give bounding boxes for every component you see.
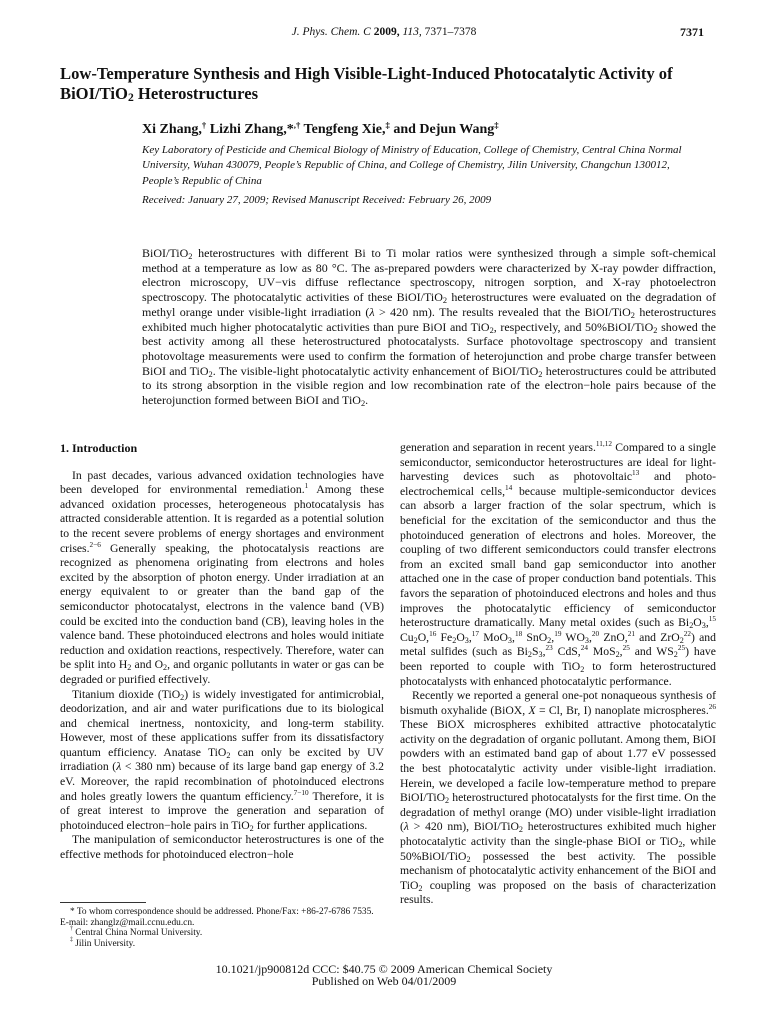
paragraph: The manipulation of semiconductor heterostructures is one of the effective methods for photoinduced electron−hole <box>60 833 384 862</box>
doi-line: 10.1021/jp900812d CCC: $40.75 © 2009 American Chemical Society <box>215 962 553 976</box>
affiliation: Key Laboratory of Pesticide and Chemical Biology of Ministry of Education, College of Chemistry, Central China Normal University, Wuhan 430079, People’s Republic of China, and College of Chemistry, Jilin University, Changchun 130012, People’s Republic of China <box>142 144 682 187</box>
running-header <box>0 26 768 38</box>
page-footer <box>0 963 768 987</box>
page-number: 7371 <box>680 25 704 39</box>
journal-volume: 113, <box>402 26 422 38</box>
section-heading: 1. Introduction <box>60 441 138 455</box>
footnote-correspondence: * To whom correspondence should be addressed. Phone/Fax: +86-27-6786 7535. E-mail: zhanglz@mail.ccnu.edu.cn. <box>60 907 374 928</box>
footnote-affiliation-2: ‡ Jilin University. <box>70 936 136 949</box>
footnote-affiliation-1: † Central China Normal University. <box>70 926 203 939</box>
paragraph: Recently we reported a general one-pot nonaqueous synthesis of bismuth oxyhalide (BiOX, X = Cl, Br, I) nanoplate microspheres.$^{26}$ These BiOX microspheres exhibited attractive photocatalytic activity on the degradation of organic pollutant. Among them, BiOI powders with an estimated band gap of about 1.77 eV possessed the best photocatalytic activity under visible-light irradiation. Herein, we developed a facile low-temperature method to prepare BiOI/TiO$_2$ heterostructured photocatalysts for the first time. On the degradation of methyl orange (MO) under visible-light irradiation (λ > 420 nm), BiOI/TiO$_2$ heterostructures exhibited much higher photocatalytic activity than the single-phase BiOI or TiO$_2$, while 50%BiOI/TiO$_2$ possessed the best activity. The possible mechanism of photocatalytic activity enhancement of the BiOI and TiO$_2$ coupling was proposed on the basis of characterization results. <box>400 689 716 907</box>
left-column <box>60 441 384 863</box>
journal-pages: 7371–7378 <box>424 26 477 38</box>
author-list: Xi Zhang,† Lizhi Zhang,*,† Tengfeng Xie,‡ and Dejun Wang‡ <box>142 120 499 137</box>
footnote-divider <box>60 902 146 903</box>
right-column <box>400 441 716 908</box>
paragraph: Titanium dioxide (TiO$_2$) is widely investigated for antimicrobial, deodorization, and air and water purifications due to its biological and chemical inertness, nontoxicity, and long-term stability. However, most of these applications suffer from its dissatisfactory quantum efficiency. Anatase TiO$_2$ can only be excited by UV irradiation (λ < 380 nm) because of its large band gap energy of 3.2 eV. Moreover, the rapid recombination of photoinduced electrons and holes greatly lowers the quantum efficiency.$^{7-10}$ Therefore, it is of great interest to improve the generation and separation of photoinduced electron−hole pairs in TiO$_2$ for further applications. <box>60 687 384 833</box>
footnotes <box>60 907 384 949</box>
published-line: Published on Web 04/01/2009 <box>311 974 457 988</box>
paragraph: generation and separation in recent years.$^{11,12}$ Compared to a single semiconductor, semiconductor heterostructures are ideal for light-harvesting devices such as photovoltaic$^{13}$ and photo-electrochemical cells,$^{14}$ because multiple-semiconductor devices can absorb a larger fraction of the solar spectrum, which is beneficial for the excitation of the semiconductor and thus the photoinduced generation of electrons and holes. Moreover, the coupling of two different semiconductors could transfer electrons from an excited small band gap semiconductor into another attached one in the case of proper conduction band potentials. This favors the separation of photoinduced electrons and holes and thus improves the photocatalytic efficiency of semiconductor heterostructure dramatically. Many metal oxides (such as $Bi_2O_3,^{15}$ $Cu_2O,^{16}$ $Fe_2O_3,^{17}$ MoO$_3$,$^{18}$ SnO$_2$,$^{19}$ $WO_3,^{20}$ ZnO,$^{21}$ and ZrO$_2^{22}$) and metal sulfides (such as $Bi_2S_3,^{23}$ CdS,$^{24}$ MoS$_2$,$^{25}$ and $WS_2^{25}$) have been reported to couple with TiO$_2$ to form heterostructured photocatalysts with enhanced photocatalytic performance. <box>400 440 716 688</box>
paragraph: In past decades, various advanced oxidation technologies have been developed for environmental remediation.$^1$ Among these advanced oxidation processes, heterogeneous photocatalysis has attracted considerable attention. It is regarded as a potential solution to the recent severe problems of energy shortages and environment crises.$^{2-6}$ Generally speaking, the photocatalysis reactions are recognized as phenomena originating from electrons and holes excited by the absorption of photon energy. Under irradiation at an energy equivalent to or greater than the band gap of the semiconductor photocatalyst, electrons in the valence band (VB) could be excited into the conduction band (CB), leaving holes in the valence band. These photoinduced electrons and holes would initiate reduction and oxidation reactions, respectively. Therefore, water can be split into $H_2$ and $O_2$, and organic pollutants in water or gas can be degraded or purified effectively. <box>60 468 385 686</box>
article-title: Low-Temperature Synthesis and High Visible-Light-Induced Photocatalytic Activity of BiOI/TiO$_2$ Heterostructures <box>60 64 673 104</box>
received-dates: Received: January 27, 2009; Revised Manuscript Received: February 26, 2009 <box>142 194 492 206</box>
journal-name: J. Phys. Chem. C <box>291 26 371 38</box>
journal-year: 2009, <box>373 26 400 38</box>
abstract: BiOI/TiO$_2$ heterostructures with different Bi to Ti molar ratios were synthesized through a simple soft-chemical method at a temperature as low as 80 °C. The as-prepared powders were characterized by X-ray powder diffraction, electron microscopy, UV−vis diffuse reflectance spectroscopy, nitrogen sorption, and X-ray photoelectron spectroscopy. The photocatalytic activities of these BiOI/TiO$_2$ heterostructures were evaluated on the degradation of methyl orange under visible-light irradiation (λ > 420 nm). The results revealed that the BiOI/TiO$_2$ heterostructures exhibited much higher photocatalytic activities than pure BiOI and TiO$_2$, respectively, and 50%BiOI/TiO$_2$ showed the best activity among all these heterostructured photocatalysts. Surface photovoltage spectroscopy and transient photovoltage measurements were used to confirm the formation of heterojunction and probe charge transfer between BiOI and TiO$_2$. The visible-light photocatalytic activity enhancement of BiOI/TiO$_2$ heterostructures could be attributed to its strong absorption in the visible region and low recombination rate of the electron−hole pairs because of the heterojunction formed between BiOI and TiO$_2$. <box>142 246 716 409</box>
